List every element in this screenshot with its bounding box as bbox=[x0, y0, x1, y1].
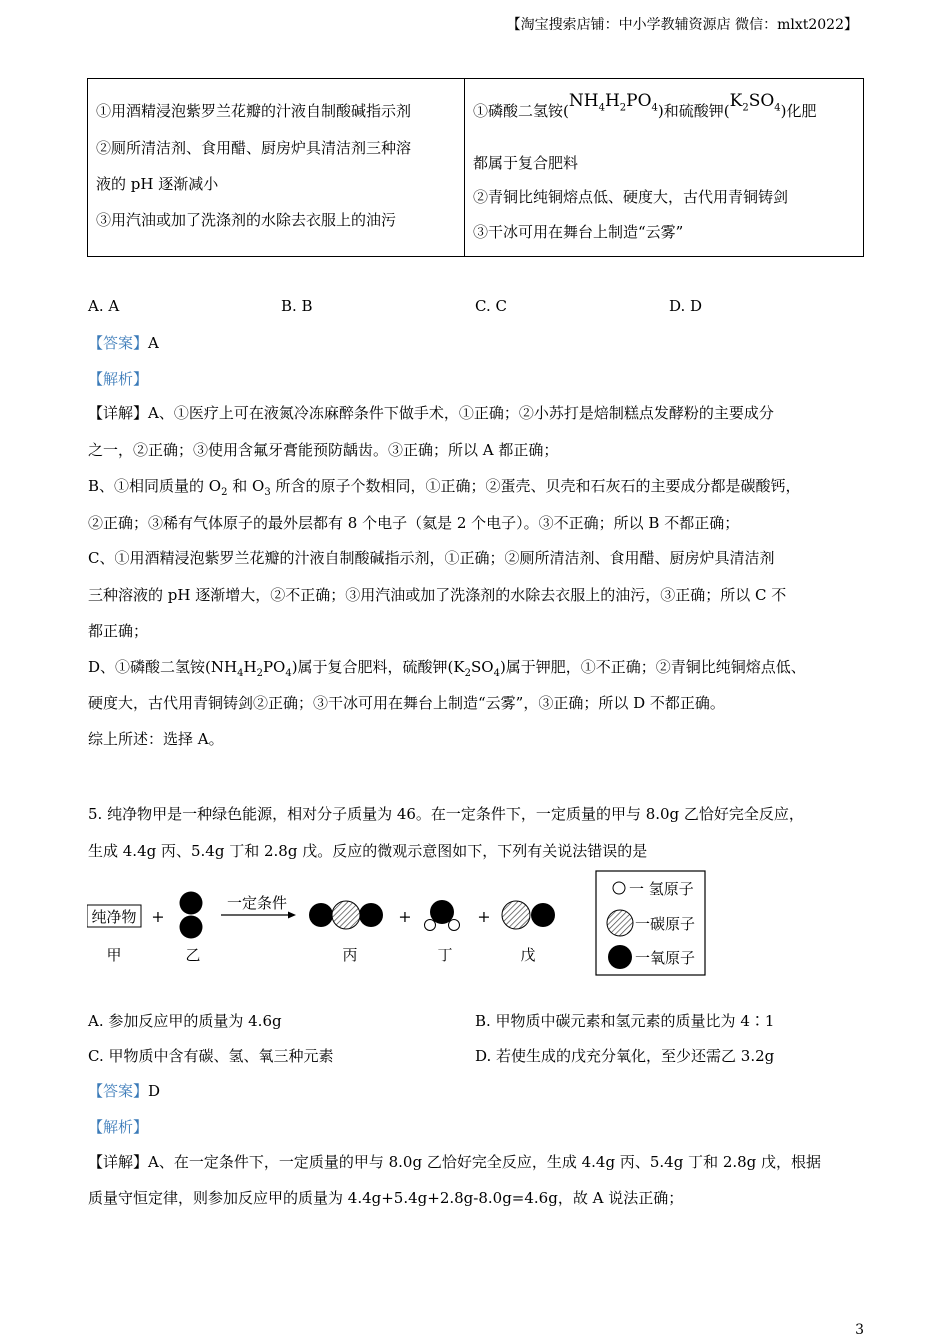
q4-detail-line: 都正确； bbox=[88, 622, 149, 640]
oxygen-atom bbox=[180, 892, 203, 915]
hydrogen-atom bbox=[449, 920, 460, 931]
q4-answer: 【答案】A bbox=[88, 334, 159, 352]
q4-detail-line: 之一，②正确；③使用含氟牙膏能预防龋齿。③正确；所以 A 都正确； bbox=[88, 441, 559, 459]
reaction-condition: 一定条件 bbox=[226, 894, 288, 912]
reaction-diagram bbox=[87, 868, 737, 980]
substance-name: 乙 bbox=[185, 946, 201, 964]
oxygen-atom bbox=[531, 903, 555, 927]
q4-detail-line: 【详解】A、①医疗上可在液氮冷冻麻醉条件下做手术，①正确；②小苏打是焙制糕点发酵粉的主要成分 bbox=[88, 404, 774, 422]
legend-oxygen-label: 一氧原子 bbox=[635, 949, 696, 967]
page-number: 3 bbox=[855, 1322, 864, 1338]
q5-option-b: B. 甲物质中碳元素和氢元素的质量比为 4∶1 bbox=[475, 1012, 775, 1030]
table-right-line: ③干冰可用在舞台上制造“云雾” bbox=[473, 223, 684, 241]
q4-summary: 综上所述：选择 A。 bbox=[88, 730, 224, 748]
carbon-atom bbox=[502, 901, 530, 929]
reaction-svg bbox=[87, 868, 737, 980]
table-right-line: ②青铜比纯铜熔点低、硬度大，古代用青铜铸剑 bbox=[473, 188, 789, 206]
table-divider bbox=[464, 79, 465, 256]
q4-detail-line: C、①用酒精浸泡紫罗兰花瓣的汁液自制酸碱指示剂，①正确；②厕所清洁剂、食用醋、厨房炉具清洁剂 bbox=[88, 549, 775, 567]
q4-option-a: A. A bbox=[88, 297, 120, 315]
q4-option-b: B. B bbox=[281, 297, 313, 315]
q4-detail-line: ②正确；③稀有气体原子的最外层都有 8 个电子（氦是 2 个电子）。③不正确；所以 B 不都正确； bbox=[88, 514, 740, 532]
q5-option-a: A. 参加反应甲的质量为 4.6g bbox=[88, 1012, 282, 1030]
q5-detail-line: 【详解】A、在一定条件下，一定质量的甲与 8.0g 乙恰好完全反应，生成 4.4g 丙、5.4g 丁和 2.8g 戊，根据 bbox=[88, 1153, 822, 1171]
table-right-line: 都属于复合肥料 bbox=[473, 154, 579, 172]
q4-detail-line: 硬度大，古代用青铜铸剑②正确；③干冰可用在舞台上制造“云雾”，③正确；所以 D 不都正确。 bbox=[88, 694, 725, 712]
hydrogen-atom bbox=[425, 920, 436, 931]
plus-sign: + bbox=[477, 907, 491, 926]
plus-sign: + bbox=[151, 907, 165, 926]
q5-stem-line: 生成 4.4g 丙、5.4g 丁和 2.8g 戊。反应的微观示意图如下，下列有关说法错误的是 bbox=[88, 842, 648, 860]
carbon-atom bbox=[332, 901, 360, 929]
legend-oxygen-icon bbox=[608, 945, 632, 969]
q4-option-d: D. D bbox=[669, 297, 703, 315]
substance-name: 丙 bbox=[342, 946, 358, 964]
q5-stem-line: 5. 纯净物甲是一种绿色能源，相对分子质量为 46。在一定条件下，一定质量的甲与 8.0g 乙恰好完全反应， bbox=[88, 805, 804, 823]
table-right-line-1: ①磷酸二氢铵$(NH_4H_2PO_4)$和硫酸钾$(K_2SO_4)$化肥 bbox=[473, 91, 817, 120]
legend-hydrogen-label: 一 氢原子 bbox=[629, 880, 694, 898]
substance-name: 戊 bbox=[520, 946, 536, 964]
q4-detail-line: B、①相同质量的 $O_2$ 和 $O_3$ 所含的原子个数相同，①正确；②蛋壳、贝壳和石灰石的主要成分都是碳酸钙， bbox=[88, 477, 801, 498]
q4-analysis-label: 【解析】 bbox=[88, 370, 149, 388]
q5-answer: 【答案】D bbox=[88, 1082, 161, 1100]
oxygen-atom bbox=[359, 903, 383, 927]
table-left-line: ①用酒精浸泡紫罗兰花瓣的汁液自制酸碱指示剂 bbox=[96, 102, 412, 120]
legend-hydrogen-icon bbox=[613, 882, 625, 894]
q5-option-c: C. 甲物质中含有碳、氢、氧三种元素 bbox=[88, 1047, 334, 1065]
q5-option-d: D. 若使生成的戊充分氧化，至少还需乙 3.2g bbox=[475, 1047, 775, 1065]
table-left-line: ③用汽油或加了洗涤剂的水除去衣服上的油污 bbox=[96, 211, 397, 229]
oxygen-atom bbox=[180, 916, 203, 939]
pure-substance-label: 纯净物 bbox=[91, 908, 137, 926]
oxygen-atom bbox=[309, 903, 333, 927]
legend-carbon-icon bbox=[607, 910, 633, 936]
substance-name: 甲 bbox=[106, 946, 122, 964]
q4-detail-line: D、①磷酸二氢铵$(NH_4H_2PO_4)$属于复合肥料，硫酸钾$(K_2SO_4)$属于钾肥，①不正确；②青铜比纯铜熔点低、 bbox=[88, 658, 806, 679]
q5-detail-line: 质量守恒定律，则参加反应甲的质量为 4.4g+5.4g+2.8g-8.0g=4.6g，故 A 说法正确； bbox=[88, 1189, 684, 1207]
legend-carbon-label: 一碳原子 bbox=[635, 915, 696, 933]
arrow-head bbox=[288, 912, 296, 919]
plus-sign: + bbox=[398, 907, 412, 926]
q4-detail-line: 三种溶液的 pH 逐渐增大，②不正确；③用汽油或加了洗涤剂的水除去衣服上的油污，③正确；所以 C 不 bbox=[88, 586, 787, 604]
substance-name: 丁 bbox=[437, 946, 453, 964]
page-header: 【淘宝搜索店铺：中小学教辅资源店 微信：mlxt2022】 bbox=[506, 17, 858, 33]
table-left-line: 液的 pH 逐渐减小 bbox=[96, 175, 219, 193]
q4-option-c: C. C bbox=[475, 297, 507, 315]
options-table bbox=[87, 78, 864, 257]
q5-analysis-label: 【解析】 bbox=[88, 1118, 149, 1136]
table-left-line: ②厕所清洁剂、食用醋、厨房炉具清洁剂三种溶 bbox=[96, 139, 412, 157]
